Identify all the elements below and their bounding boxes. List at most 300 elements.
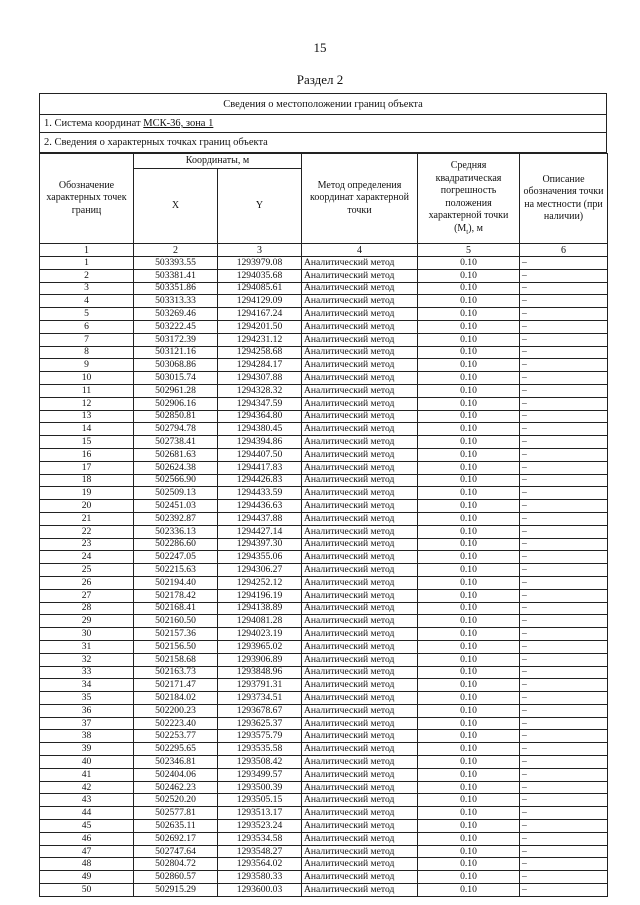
point-number: 36 bbox=[40, 704, 134, 717]
table-row bbox=[40, 794, 608, 807]
coord-x: 502336.13 bbox=[134, 525, 218, 538]
method: Аналитический метод bbox=[302, 461, 418, 474]
error-value: 0.10 bbox=[418, 320, 520, 333]
table-row bbox=[40, 372, 608, 385]
point-number: 39 bbox=[40, 743, 134, 756]
method: Аналитический метод bbox=[302, 551, 418, 564]
table-row bbox=[40, 717, 608, 730]
description: – bbox=[520, 768, 608, 781]
description: – bbox=[520, 372, 608, 385]
error-value: 0.10 bbox=[418, 871, 520, 884]
table-row bbox=[40, 525, 608, 538]
error-value: 0.10 bbox=[418, 743, 520, 756]
table-row bbox=[40, 704, 608, 717]
table-row bbox=[40, 512, 608, 525]
coord-x: 502906.16 bbox=[134, 397, 218, 410]
method: Аналитический метод bbox=[302, 717, 418, 730]
method: Аналитический метод bbox=[302, 269, 418, 282]
method: Аналитический метод bbox=[302, 820, 418, 833]
method: Аналитический метод bbox=[302, 295, 418, 308]
coord-x: 502215.63 bbox=[134, 564, 218, 577]
coord-y: 1294258.68 bbox=[218, 346, 302, 359]
table-row bbox=[40, 308, 608, 321]
coord-x: 502156.50 bbox=[134, 640, 218, 653]
table-row bbox=[40, 397, 608, 410]
error-value: 0.10 bbox=[418, 538, 520, 551]
method: Аналитический метод bbox=[302, 474, 418, 487]
coord-y: 1294201.50 bbox=[218, 320, 302, 333]
description: – bbox=[520, 500, 608, 513]
error-value: 0.10 bbox=[418, 756, 520, 769]
col-number: 6 bbox=[520, 244, 608, 257]
error-value: 0.10 bbox=[418, 820, 520, 833]
error-value: 0.10 bbox=[418, 679, 520, 692]
description: – bbox=[520, 436, 608, 449]
point-number: 46 bbox=[40, 832, 134, 845]
point-number: 38 bbox=[40, 730, 134, 743]
point-number: 30 bbox=[40, 628, 134, 641]
coord-x: 503222.45 bbox=[134, 320, 218, 333]
error-value: 0.10 bbox=[418, 308, 520, 321]
description: – bbox=[520, 884, 608, 897]
point-number: 37 bbox=[40, 717, 134, 730]
error-value: 0.10 bbox=[418, 500, 520, 513]
error-value: 0.10 bbox=[418, 884, 520, 897]
coord-x: 502247.05 bbox=[134, 551, 218, 564]
coord-y: 1293548.27 bbox=[218, 845, 302, 858]
error-value: 0.10 bbox=[418, 461, 520, 474]
coord-y: 1293625.37 bbox=[218, 717, 302, 730]
coord-y: 1293575.79 bbox=[218, 730, 302, 743]
table-row bbox=[40, 768, 608, 781]
method: Аналитический метод bbox=[302, 487, 418, 500]
description: – bbox=[520, 576, 608, 589]
header-coords: Координаты, м bbox=[134, 154, 302, 169]
method: Аналитический метод bbox=[302, 320, 418, 333]
description: – bbox=[520, 564, 608, 577]
coord-y: 1293906.89 bbox=[218, 653, 302, 666]
table-row bbox=[40, 832, 608, 845]
table-row bbox=[40, 884, 608, 897]
coord-y: 1294023.19 bbox=[218, 628, 302, 641]
table-row bbox=[40, 807, 608, 820]
method: Аналитический метод bbox=[302, 525, 418, 538]
table-row bbox=[40, 602, 608, 615]
coord-y: 1294407.50 bbox=[218, 448, 302, 461]
description: – bbox=[520, 704, 608, 717]
error-value: 0.10 bbox=[418, 653, 520, 666]
table-row bbox=[40, 666, 608, 679]
method: Аналитический метод bbox=[302, 832, 418, 845]
error-value: 0.10 bbox=[418, 704, 520, 717]
coord-x: 502392.87 bbox=[134, 512, 218, 525]
point-number: 34 bbox=[40, 679, 134, 692]
table-row bbox=[40, 538, 608, 551]
coord-y: 1294380.45 bbox=[218, 423, 302, 436]
point-number: 47 bbox=[40, 845, 134, 858]
coord-x: 502692.17 bbox=[134, 832, 218, 845]
description: – bbox=[520, 487, 608, 500]
coord-y: 1293505.15 bbox=[218, 794, 302, 807]
header-description: Описание обозначения точки на местности (при наличии) bbox=[520, 154, 608, 244]
point-number: 49 bbox=[40, 871, 134, 884]
method: Аналитический метод bbox=[302, 359, 418, 372]
table-row bbox=[40, 820, 608, 833]
method: Аналитический метод bbox=[302, 257, 418, 270]
coord-x: 502794.78 bbox=[134, 423, 218, 436]
col-number: 1 bbox=[40, 244, 134, 257]
error-value: 0.10 bbox=[418, 269, 520, 282]
table-row bbox=[40, 589, 608, 602]
method: Аналитический метод bbox=[302, 807, 418, 820]
coord-y: 1294355.06 bbox=[218, 551, 302, 564]
error-value: 0.10 bbox=[418, 384, 520, 397]
description: – bbox=[520, 448, 608, 461]
point-number: 13 bbox=[40, 410, 134, 423]
error-value: 0.10 bbox=[418, 282, 520, 295]
table-row bbox=[40, 628, 608, 641]
coord-x: 503351.86 bbox=[134, 282, 218, 295]
table-row bbox=[40, 679, 608, 692]
error-value: 0.10 bbox=[418, 295, 520, 308]
header-error-sub: t bbox=[466, 227, 469, 236]
coord-x: 502184.02 bbox=[134, 692, 218, 705]
point-number: 29 bbox=[40, 615, 134, 628]
table-row bbox=[40, 282, 608, 295]
table-row bbox=[40, 692, 608, 705]
table-row bbox=[40, 858, 608, 871]
point-number: 21 bbox=[40, 512, 134, 525]
description: – bbox=[520, 666, 608, 679]
table-row bbox=[40, 295, 608, 308]
description: – bbox=[520, 282, 608, 295]
description: – bbox=[520, 679, 608, 692]
point-number: 32 bbox=[40, 653, 134, 666]
method: Аналитический метод bbox=[302, 423, 418, 436]
point-number: 12 bbox=[40, 397, 134, 410]
method: Аналитический метод bbox=[302, 743, 418, 756]
table-row bbox=[40, 333, 608, 346]
method: Аналитический метод bbox=[302, 653, 418, 666]
method: Аналитический метод bbox=[302, 768, 418, 781]
coord-y: 1294138.89 bbox=[218, 602, 302, 615]
method: Аналитический метод bbox=[302, 794, 418, 807]
header-x: X bbox=[134, 169, 218, 244]
coord-y: 1294417.83 bbox=[218, 461, 302, 474]
header-error bbox=[418, 154, 520, 244]
table-row bbox=[40, 640, 608, 653]
description: – bbox=[520, 359, 608, 372]
point-number: 24 bbox=[40, 551, 134, 564]
description: – bbox=[520, 295, 608, 308]
description: – bbox=[520, 602, 608, 615]
point-number: 1 bbox=[40, 257, 134, 270]
error-value: 0.10 bbox=[418, 564, 520, 577]
table-row bbox=[40, 257, 608, 270]
coord-x: 502253.77 bbox=[134, 730, 218, 743]
error-value: 0.10 bbox=[418, 615, 520, 628]
point-number: 45 bbox=[40, 820, 134, 833]
table-row bbox=[40, 845, 608, 858]
error-value: 0.10 bbox=[418, 436, 520, 449]
description: – bbox=[520, 538, 608, 551]
table-row bbox=[40, 653, 608, 666]
description: – bbox=[520, 320, 608, 333]
coord-x: 503015.74 bbox=[134, 372, 218, 385]
point-number: 27 bbox=[40, 589, 134, 602]
point-number: 3 bbox=[40, 282, 134, 295]
error-value: 0.10 bbox=[418, 781, 520, 794]
coord-x: 502624.38 bbox=[134, 461, 218, 474]
coord-x: 502404.06 bbox=[134, 768, 218, 781]
coord-system-value: МСК-36, зона 1 bbox=[143, 118, 214, 129]
coord-x: 502915.29 bbox=[134, 884, 218, 897]
coord-x: 502738.41 bbox=[134, 436, 218, 449]
coord-y: 1293500.39 bbox=[218, 781, 302, 794]
method: Аналитический метод bbox=[302, 308, 418, 321]
description: – bbox=[520, 461, 608, 474]
coord-y: 1293534.58 bbox=[218, 832, 302, 845]
coord-y: 1293580.33 bbox=[218, 871, 302, 884]
coord-x: 502860.57 bbox=[134, 871, 218, 884]
header-error-main: Средняя квадратическая погрешность положения характерной точки (M bbox=[428, 160, 509, 234]
error-value: 0.10 bbox=[418, 346, 520, 359]
error-value: 0.10 bbox=[418, 359, 520, 372]
error-value: 0.10 bbox=[418, 257, 520, 270]
error-value: 0.10 bbox=[418, 730, 520, 743]
subsection-title: 2. Сведения о характерных точках границ объекта bbox=[39, 133, 607, 153]
coord-x: 502171.47 bbox=[134, 679, 218, 692]
error-value: 0.10 bbox=[418, 717, 520, 730]
method: Аналитический метод bbox=[302, 679, 418, 692]
coord-y: 1293734.51 bbox=[218, 692, 302, 705]
coord-x: 502168.41 bbox=[134, 602, 218, 615]
error-value: 0.10 bbox=[418, 410, 520, 423]
coord-x: 502850.81 bbox=[134, 410, 218, 423]
description: – bbox=[520, 832, 608, 845]
description: – bbox=[520, 692, 608, 705]
point-number: 26 bbox=[40, 576, 134, 589]
error-value: 0.10 bbox=[418, 628, 520, 641]
error-value: 0.10 bbox=[418, 589, 520, 602]
description: – bbox=[520, 730, 608, 743]
point-number: 2 bbox=[40, 269, 134, 282]
coord-y: 1293564.02 bbox=[218, 858, 302, 871]
point-number: 48 bbox=[40, 858, 134, 871]
method: Аналитический метод bbox=[302, 589, 418, 602]
point-number: 44 bbox=[40, 807, 134, 820]
error-value: 0.10 bbox=[418, 602, 520, 615]
method: Аналитический метод bbox=[302, 512, 418, 525]
method: Аналитический метод bbox=[302, 576, 418, 589]
method: Аналитический метод bbox=[302, 397, 418, 410]
method: Аналитический метод bbox=[302, 436, 418, 449]
description: – bbox=[520, 551, 608, 564]
method: Аналитический метод bbox=[302, 640, 418, 653]
point-number: 7 bbox=[40, 333, 134, 346]
point-number: 16 bbox=[40, 448, 134, 461]
description: – bbox=[520, 589, 608, 602]
error-value: 0.10 bbox=[418, 333, 520, 346]
error-value: 0.10 bbox=[418, 807, 520, 820]
coord-y: 1293791.31 bbox=[218, 679, 302, 692]
coord-y: 1293678.67 bbox=[218, 704, 302, 717]
point-number: 22 bbox=[40, 525, 134, 538]
description: – bbox=[520, 346, 608, 359]
description: – bbox=[520, 717, 608, 730]
table-row bbox=[40, 781, 608, 794]
description: – bbox=[520, 423, 608, 436]
page-number: 15 bbox=[313, 40, 327, 55]
point-number: 35 bbox=[40, 692, 134, 705]
error-value: 0.10 bbox=[418, 487, 520, 500]
coord-x: 503068.86 bbox=[134, 359, 218, 372]
point-number: 25 bbox=[40, 564, 134, 577]
point-number: 17 bbox=[40, 461, 134, 474]
description: – bbox=[520, 845, 608, 858]
table-row bbox=[40, 551, 608, 564]
coord-y: 1293513.17 bbox=[218, 807, 302, 820]
coord-y: 1294231.12 bbox=[218, 333, 302, 346]
coord-y: 1294328.32 bbox=[218, 384, 302, 397]
table-row bbox=[40, 730, 608, 743]
point-number: 11 bbox=[40, 384, 134, 397]
header-y: Y bbox=[218, 169, 302, 244]
coord-y: 1293535.58 bbox=[218, 743, 302, 756]
column-numbers-row bbox=[40, 244, 608, 257]
point-number: 40 bbox=[40, 756, 134, 769]
table-row bbox=[40, 269, 608, 282]
coord-x: 503269.46 bbox=[134, 308, 218, 321]
coord-y: 1293979.08 bbox=[218, 257, 302, 270]
description: – bbox=[520, 743, 608, 756]
coord-y: 1294129.09 bbox=[218, 295, 302, 308]
point-number: 28 bbox=[40, 602, 134, 615]
description: – bbox=[520, 653, 608, 666]
table-row bbox=[40, 871, 608, 884]
point-number: 50 bbox=[40, 884, 134, 897]
description: – bbox=[520, 640, 608, 653]
description: – bbox=[520, 794, 608, 807]
table-row bbox=[40, 487, 608, 500]
coord-x: 502158.68 bbox=[134, 653, 218, 666]
method: Аналитический метод bbox=[302, 346, 418, 359]
error-value: 0.10 bbox=[418, 858, 520, 871]
method: Аналитический метод bbox=[302, 628, 418, 641]
point-number: 42 bbox=[40, 781, 134, 794]
coord-x: 503172.39 bbox=[134, 333, 218, 346]
points-table bbox=[39, 153, 608, 897]
coord-x: 502160.50 bbox=[134, 615, 218, 628]
table-row bbox=[40, 320, 608, 333]
error-value: 0.10 bbox=[418, 794, 520, 807]
description: – bbox=[520, 615, 608, 628]
header-point: Обозначение характерных точек границ bbox=[40, 154, 134, 244]
coord-y: 1294436.63 bbox=[218, 500, 302, 513]
error-value: 0.10 bbox=[418, 423, 520, 436]
error-value: 0.10 bbox=[418, 768, 520, 781]
error-value: 0.10 bbox=[418, 448, 520, 461]
coord-x: 502163.73 bbox=[134, 666, 218, 679]
coord-y: 1293523.24 bbox=[218, 820, 302, 833]
coord-x: 502178.42 bbox=[134, 589, 218, 602]
coord-y: 1294081.28 bbox=[218, 615, 302, 628]
method: Аналитический метод bbox=[302, 884, 418, 897]
coord-y: 1293600.03 bbox=[218, 884, 302, 897]
description: – bbox=[520, 384, 608, 397]
method: Аналитический метод bbox=[302, 615, 418, 628]
coord-x: 503121.16 bbox=[134, 346, 218, 359]
method: Аналитический метод bbox=[302, 858, 418, 871]
point-number: 43 bbox=[40, 794, 134, 807]
method: Аналитический метод bbox=[302, 384, 418, 397]
error-value: 0.10 bbox=[418, 525, 520, 538]
table-row bbox=[40, 576, 608, 589]
coord-y: 1294347.59 bbox=[218, 397, 302, 410]
error-value: 0.10 bbox=[418, 845, 520, 858]
coord-x: 502566.90 bbox=[134, 474, 218, 487]
method: Аналитический метод bbox=[302, 704, 418, 717]
point-number: 6 bbox=[40, 320, 134, 333]
col-number: 3 bbox=[218, 244, 302, 257]
coord-y: 1294252.12 bbox=[218, 576, 302, 589]
point-number: 19 bbox=[40, 487, 134, 500]
description: – bbox=[520, 807, 608, 820]
coord-y: 1294167.24 bbox=[218, 308, 302, 321]
description: – bbox=[520, 269, 608, 282]
error-value: 0.10 bbox=[418, 692, 520, 705]
point-number: 23 bbox=[40, 538, 134, 551]
method: Аналитический метод bbox=[302, 871, 418, 884]
coord-x: 502681.63 bbox=[134, 448, 218, 461]
description: – bbox=[520, 871, 608, 884]
coord-y: 1294035.68 bbox=[218, 269, 302, 282]
point-number: 8 bbox=[40, 346, 134, 359]
description: – bbox=[520, 820, 608, 833]
coord-y: 1294437.88 bbox=[218, 512, 302, 525]
description: – bbox=[520, 257, 608, 270]
method: Аналитический метод bbox=[302, 500, 418, 513]
block-title: Сведения о местоположении границ объекта bbox=[39, 93, 607, 115]
table-row bbox=[40, 500, 608, 513]
coord-y: 1293848.96 bbox=[218, 666, 302, 679]
coord-y: 1294364.80 bbox=[218, 410, 302, 423]
method: Аналитический метод bbox=[302, 410, 418, 423]
coord-y: 1294085.61 bbox=[218, 282, 302, 295]
method: Аналитический метод bbox=[302, 730, 418, 743]
coord-x: 502961.28 bbox=[134, 384, 218, 397]
table-row bbox=[40, 346, 608, 359]
table-row bbox=[40, 615, 608, 628]
table-row bbox=[40, 410, 608, 423]
method: Аналитический метод bbox=[302, 282, 418, 295]
method: Аналитический метод bbox=[302, 692, 418, 705]
coord-x: 502223.40 bbox=[134, 717, 218, 730]
method: Аналитический метод bbox=[302, 564, 418, 577]
point-number: 4 bbox=[40, 295, 134, 308]
col-number: 2 bbox=[134, 244, 218, 257]
coord-system-line bbox=[39, 115, 607, 133]
coord-y: 1294284.17 bbox=[218, 359, 302, 372]
col-number: 5 bbox=[418, 244, 520, 257]
table-row bbox=[40, 743, 608, 756]
error-value: 0.10 bbox=[418, 474, 520, 487]
error-value: 0.10 bbox=[418, 666, 520, 679]
description: – bbox=[520, 308, 608, 321]
method: Аналитический метод bbox=[302, 666, 418, 679]
point-number: 15 bbox=[40, 436, 134, 449]
description: – bbox=[520, 410, 608, 423]
